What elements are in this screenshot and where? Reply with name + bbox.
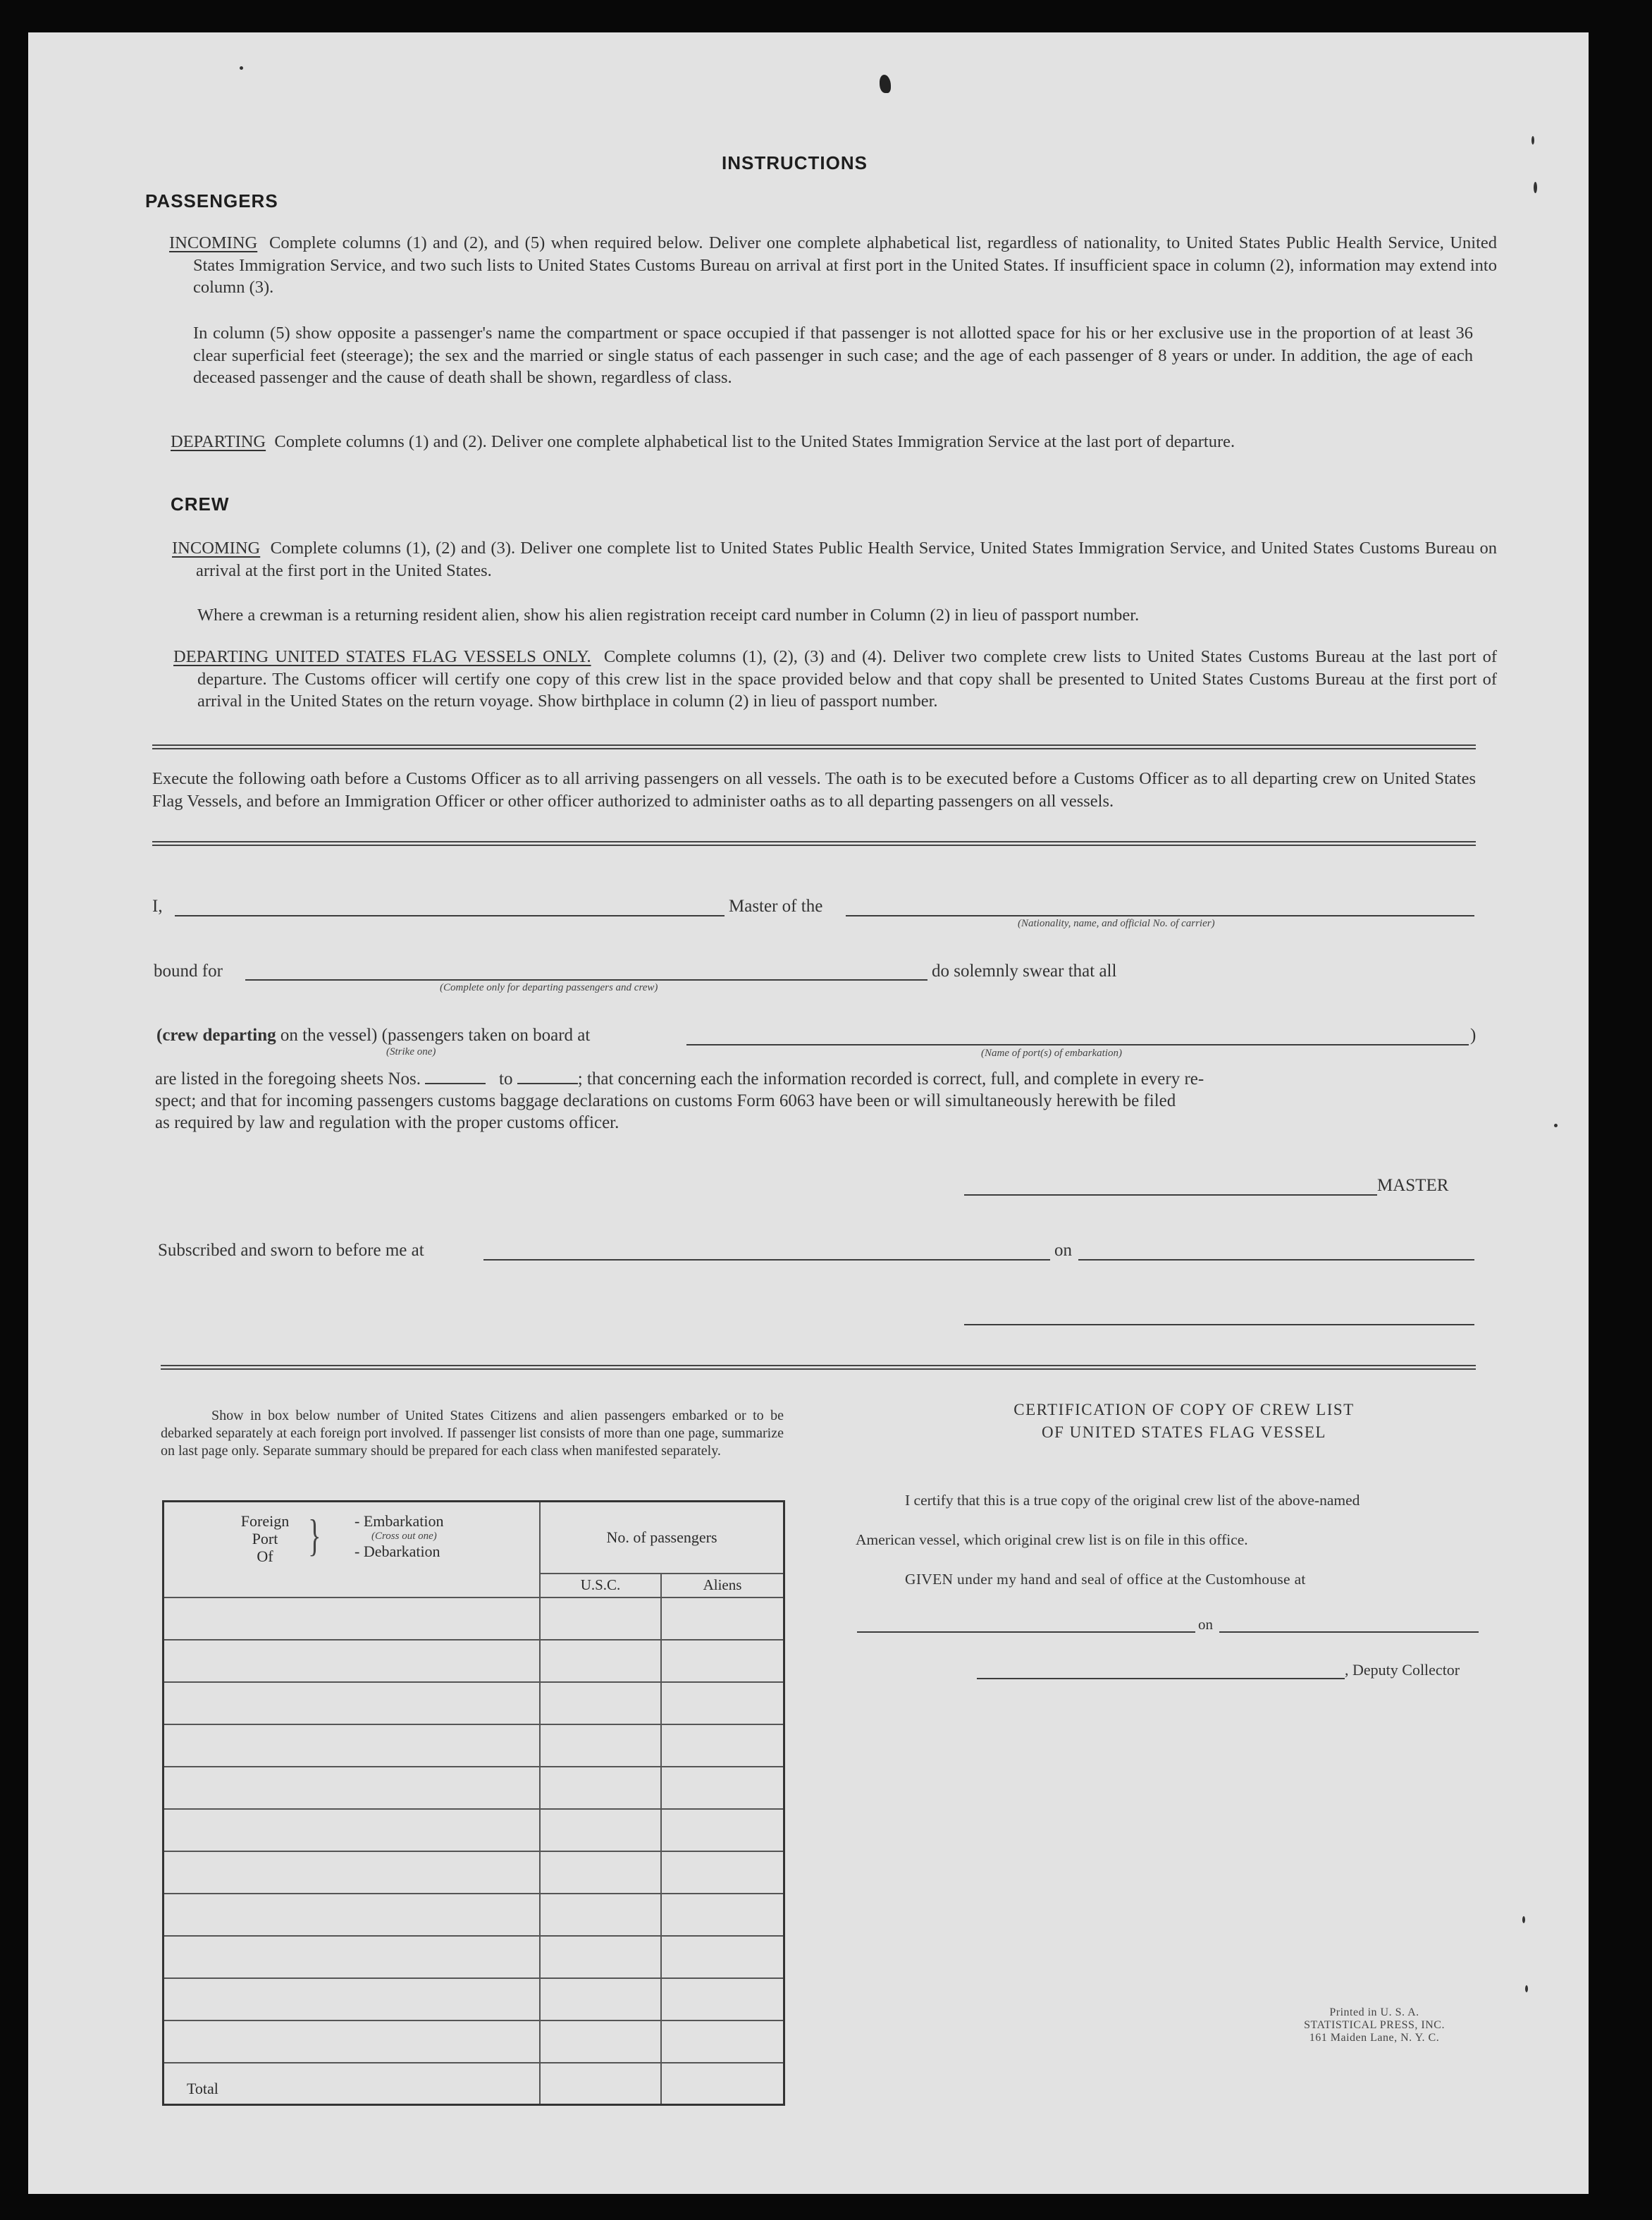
certify-text-3: GIVEN under my hand and seal of office at the Customhouse at [905,1571,1306,1588]
of-label: Of [257,1547,273,1565]
certify-text-2: American vessel, which original crew list is on file in this office. [856,1531,1248,1548]
listed-line-2: spect; and that for incoming passengers customs baggage declarations on customs Form 6063 have been or will simultaneously herewith be filed [155,1091,1176,1110]
page-title: INSTRUCTIONS [722,152,868,173]
listed-a: are listed in the foregoing sheets Nos. [155,1069,421,1088]
debarkation-option[interactable]: - Debarkation [355,1543,440,1560]
printer-line-3: 161 Maiden Lane, N. Y. C. [1309,2032,1440,2044]
total-row[interactable] [164,2063,784,2105]
passengers-incoming-paragraph [169,232,1497,299]
port-hint: (Name of port(s) of embarkation) [981,1048,1122,1059]
printer-line-1: Printed in U. S. A. [1329,2006,1419,2018]
total-label: Total [164,2063,541,2105]
speck [240,66,243,70]
cross-out-hint: (Cross out one) [371,1531,437,1542]
incoming-label: INCOMING [169,233,258,252]
swear-label: do solemnly swear that all [932,962,1117,981]
listed-line-3: as required by law and regulation with the proper customs officer. [155,1113,620,1132]
speck [1522,1916,1525,1923]
port-label: Port [252,1530,278,1547]
table-row[interactable] [164,1936,784,1978]
subscribed-label: Subscribed and sworn to before me at [158,1241,424,1260]
bound-for-field[interactable] [245,979,927,981]
certify-on-label: on [1198,1616,1213,1633]
speck [1534,182,1537,193]
customhouse-field[interactable] [857,1631,1195,1633]
printer-line-2: STATISTICAL PRESS, INC. [1304,2019,1445,2031]
oath-instruction: Execute the following oath before a Customs Officer as to all arriving passengers on all vessels. The oath is to be executed before a Customs Officer as to all departing crew on United States Flag Vessels, and before an Immigration Officer or other officer authorized to administer oaths as to all departing passengers on all vessels. [152,769,1476,811]
sworn-place-field[interactable] [483,1259,1050,1261]
bound-for-label: bound for [154,962,223,981]
table-row[interactable] [164,1682,784,1724]
master-of-label: Master of the [729,897,823,916]
crew-incoming-text: Complete columns (1), (2) and (3). Deliver one complete list to United States Public Health Service, United States Immigration Service, and United States Customs Bureau on arrival at the first port in the United States. [196,539,1497,580]
divider [161,1365,1476,1370]
summary-instruction: Show in box below number of United States Citizens and alien passengers embarked or to be debarked separately at each foreign port involved. If passenger list consists of more than one page, summarize on last page only. Separate summary should be prepared for each class when manifested separately. [161,1408,784,1459]
certification-title-2: OF UNITED STATES FLAG VESSEL [1042,1423,1326,1441]
on-vessel-text: on the vessel) (passengers taken on board at [280,1026,591,1045]
crew-incoming-label: INCOMING [172,539,261,558]
certify-text-1: I certify that this is a true copy of the original crew list of the above-named [905,1492,1360,1509]
crew-departing-text: Complete columns (1), (2), (3) and (4). Deliver two complete crew lists to United States Customs Bureau at the last port of departure. The Customs officer will certify one copy of this crew list in the space provided below and that copy shall be presented to United States Customs Bureau at the first port of arrival in the United States on the return voyage. Show birthplace in column (2) in lieu of passport number. [197,647,1497,711]
crew-heading: CREW [171,493,230,515]
foreign-label: Foreign [240,1512,290,1530]
brace-icon: } [308,1510,321,1560]
deputy-signature-field[interactable] [977,1678,1345,1679]
table-row[interactable] [164,1724,784,1767]
carrier-hint: (Nationality, name, and official No. of carrier) [1018,918,1215,929]
sworn-date-field[interactable] [1078,1259,1474,1261]
passengers-departing-paragraph [171,431,1497,453]
foreign-port-header [164,1502,541,1597]
form-page [28,32,1589,2194]
table-row[interactable] [164,1597,784,1640]
carrier-field[interactable] [846,915,1474,916]
certification-title-1: CERTIFICATION OF COPY OF CREW LIST [1013,1401,1355,1418]
table-row[interactable] [164,1809,784,1851]
sheet-from-field[interactable] [425,1083,486,1084]
table-row[interactable] [164,1767,784,1809]
certification-title [874,1399,1494,1444]
strike-hint: (Strike one) [386,1046,436,1057]
crew-departing-label: DEPARTING UNITED STATES FLAG VESSELS ONLY. [173,647,591,666]
embarkation-option[interactable]: - Embarkation [355,1512,444,1530]
sheet-to-field[interactable] [517,1083,578,1084]
speck [1554,1124,1558,1127]
no-of-passengers-header: No. of passengers [540,1502,784,1574]
speck [1525,1985,1528,1992]
close-paren: ) [1470,1026,1477,1045]
crew-passengers-line [156,1026,590,1045]
sworn-on-label: on [1054,1241,1072,1260]
master-signature-label: MASTER [1377,1176,1449,1195]
embarkation-port-field[interactable] [686,1044,1469,1045]
listed-to: to [499,1069,513,1088]
deputy-collector-label: , Deputy Collector [1345,1661,1460,1679]
passengers-heading: PASSENGERS [145,190,278,211]
pen-mark [880,75,891,93]
table-row[interactable] [164,1894,784,1936]
departing-label: DEPARTING [171,432,266,451]
table-row[interactable] [164,1978,784,2020]
bound-for-hint: (Complete only for departing passengers and crew) [440,982,658,993]
column5-paragraph: In column (5) show opposite a passenger's name the compartment or space occupied if that passenger is not allotted space for his or her exclusive use in the proportion of at least 36 clear superficial feet (steerage); the sex and the married or single status of each passenger in such case; and the age of each passenger of 8 years or under. In addition, the age of each deceased passenger and the cause of death shall be shown, regardless of class. [193,324,1473,387]
oath-i-label: I, [152,897,163,916]
officer-signature-field[interactable] [964,1324,1474,1325]
resident-alien-paragraph: Where a crewman is a returning resident alien, show his alien registration receipt card number in Column (2) in lieu of passport number. [197,606,1140,625]
table-row[interactable] [164,1851,784,1894]
incoming-text: Complete columns (1) and (2), and (5) when required below. Deliver one complete alphabetical list, regardless of nationality, to United States Public Health Service, United States Immigration Service, and two such lists to United States Customs Bureau on arrival at first port in the United States. If insufficient space in column (2), information may extend into column (3). [193,233,1498,297]
printer-imprint [1255,2006,1494,2044]
divider [152,744,1476,749]
speck [1531,136,1534,145]
certify-date-field[interactable] [1219,1631,1479,1633]
aliens-header: Aliens [661,1574,784,1597]
master-name-field[interactable] [175,915,725,916]
table-row[interactable] [164,2020,784,2063]
listed-b: ; that concerning each the information recorded is correct, full, and complete in every re- [577,1069,1204,1088]
divider [152,841,1476,846]
usc-header: U.S.C. [540,1574,661,1597]
passenger-summary-table [162,1500,785,2106]
crew-departing-paragraph [173,646,1497,713]
listed-line-1 [155,1069,1476,1089]
crew-departing-option[interactable]: (crew departing [156,1026,276,1045]
table-row[interactable] [164,1640,784,1682]
master-signature-field[interactable] [964,1194,1377,1196]
departing-text: Complete columns (1) and (2). Deliver one complete alphabetical list to the United States Immigration Service at the last port of departure. [274,432,1235,451]
crew-incoming-paragraph [172,537,1497,582]
